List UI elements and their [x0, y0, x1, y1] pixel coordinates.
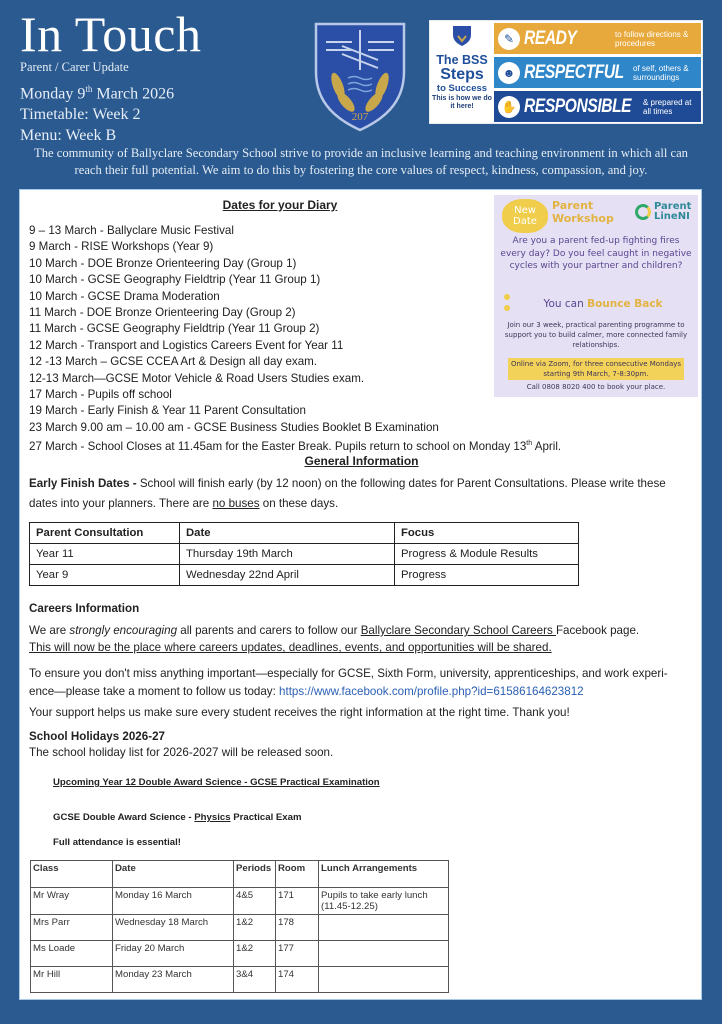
- diary-item: 10 March - DOE Bronze Orienteering Day (Group 1): [29, 256, 297, 270]
- table-row: Year 11 Thursday 19th March Progress & Module Results: [30, 544, 579, 565]
- menu-week: Menu: Week B: [20, 127, 117, 145]
- diary-title: Dates for your Diary: [222, 198, 338, 212]
- content-panel: [19, 189, 702, 1000]
- school-crest-icon: [312, 20, 408, 132]
- diary-item: 11 March - GCSE Geography Fieldtrip (Year 11 Group 2): [29, 322, 320, 336]
- diary-item: 27 March - School Closes at 11.45am for the Easter Break. Pupils return to school on Monday 13th April.: [29, 440, 562, 454]
- diary-item: 12-13 March—GCSE Motor Vehicle & Road Users Studies exam.: [29, 371, 365, 385]
- steps-banner-label: The BSS Steps to Success This is how we do it here!: [432, 23, 492, 123]
- bounce-back-line: You can Bounce Back: [543, 298, 663, 310]
- decorative-dots-icon: [504, 294, 512, 316]
- early-finish-paragraph: Early Finish Dates - School will finish early (by 12 noon) on the following dates for Parent Consultations. Please write these dates into your planners. There are no buses on these days.: [29, 477, 666, 510]
- careers-paragraph-1: We are strongly encouraging all parents and carers to follow our Ballyclare Secondary School Careers Facebook page. This will now be the place where careers updates, deadlines, events, and opportunities will be shared.: [29, 624, 640, 654]
- timetable-week: Timetable: Week 2: [20, 106, 141, 124]
- facebook-profile-link[interactable]: https://www.facebook.com/profile.php?id=61586164623812: [279, 685, 584, 698]
- science-exam-table: [30, 860, 449, 993]
- steps-to-success-banner: [429, 20, 703, 124]
- science-heading: Upcoming Year 12 Double Award Science - GCSE Practical Examination: [53, 777, 380, 788]
- workshop-description: Join our 3 week, practical parenting programme to support you to build calmer, more connected family relationships.: [504, 321, 688, 349]
- table-header-row: Class Date Periods Room Lunch Arrangements: [31, 861, 449, 888]
- mini-crest-icon: [452, 25, 472, 47]
- holidays-text: The school holiday list for 2026-2027 will be released soon.: [29, 746, 334, 759]
- general-info-title: General Information: [304, 454, 419, 468]
- table-row: Mrs Parr Wednesday 18 March 1&2 178: [31, 915, 449, 941]
- careers-facebook-link[interactable]: Ballyclare Secondary School Careers: [360, 624, 556, 637]
- people-icon: ☻: [498, 62, 520, 84]
- careers-paragraph-2: To ensure you don't miss anything important—especially for GCSE, Sixth Form, university, apprenticeships, and work experi-ence—please take a moment to follow us today: https://www.facebook.com/profile.php?id=61586164623812: [29, 667, 668, 698]
- diary-item: 17 March - Pupils off school: [29, 388, 172, 402]
- diary-item: 10 March - GCSE Geography Fieldtrip (Year 11 Group 1): [29, 273, 321, 287]
- step-ready: ✎ READY to follow directions & procedures: [494, 23, 701, 54]
- mission-statement: The community of Ballyclare Secondary School strive to provide an inclusive learning and teaching environment in which all can reach their full potential. We aim to do this by fostering the core values of respect, kindness, compassion, and joy.: [34, 146, 688, 177]
- step-respectful: ☻ RESPECTFUL of self, others & surroundings: [494, 57, 701, 88]
- diary-item: 11 March - DOE Bronze Orienteering Day (Group 2): [29, 306, 296, 320]
- newsletter-title: In Touch: [20, 6, 202, 62]
- table-row: Mr Wray Monday 16 March 4&5 171 Pupils to take early lunch (11.45-12.25): [31, 888, 449, 915]
- diary-item: 12 -13 March – GCSE CCEA Art & Design all day exam.: [29, 355, 318, 369]
- careers-paragraph-3: Your support helps us make sure every student receives the right information at the right time. Thank you!: [29, 706, 570, 719]
- workshop-questions: Are you a parent fed-up fighting fires every day? Do you feel caught in negative cycles with your partner and children?: [500, 236, 692, 271]
- careers-title: Careers Information: [29, 602, 140, 615]
- parent-workshop-flyer: [494, 195, 698, 397]
- issue-meta: [20, 79, 202, 146]
- parentline-ring-icon: [635, 204, 651, 220]
- science-subheading: GCSE Double Award Science - Physics Practical Exam: [53, 812, 302, 823]
- attendance-note: Full attendance is essential!: [53, 837, 181, 848]
- diary-item: 19 March - Early Finish & Year 11 Parent Consultation: [29, 404, 306, 418]
- newsletter-subtitle: Parent / Carer Update: [20, 60, 129, 74]
- workshop-phone: Call 0808 8020 400 to book your place.: [526, 383, 666, 391]
- issue-date: Monday 9th March 2026: [20, 84, 175, 103]
- diary-item: 10 March - GCSE Drama Moderation: [29, 289, 220, 303]
- holidays-title: School Holidays 2026-27: [29, 730, 165, 743]
- masthead: [20, 8, 202, 146]
- parent-consultation-table: [29, 522, 579, 586]
- table-row: Mr Hill Monday 23 March 3&4 174: [31, 967, 449, 993]
- diary-item: 9 March - RISE Workshops (Year 9): [29, 240, 214, 254]
- diary-item: 23 March 9.00 am – 10.00 am - GCSE Business Studies Booklet B Examination: [29, 420, 439, 434]
- parentline-logo: Parent LineNI: [635, 202, 692, 222]
- hand-icon: ✋: [498, 96, 520, 118]
- person-desk-icon: ✎: [498, 28, 520, 50]
- table-header-row: Parent Consultation Date Focus: [30, 523, 579, 544]
- diary-item: 12 March - Transport and Logistics Careers Event for Year 11: [29, 338, 344, 352]
- svg-text:207: 207: [351, 111, 369, 123]
- table-row: Year 9 Wednesday 22nd April Progress: [30, 565, 579, 586]
- workshop-schedule: Online via Zoom, for three consecutive Mondays starting 9th March, 7-8:30pm.: [508, 358, 684, 380]
- new-date-badge: New Date: [502, 199, 548, 233]
- workshop-title: Parent Workshop: [552, 199, 614, 225]
- step-responsible: ✋ RESPONSIBLE & prepared at all times: [494, 91, 701, 122]
- diary-item: 9 – 13 March - Ballyclare Music Festival: [29, 224, 234, 237]
- table-row: Ms Loade Friday 20 March 1&2 177: [31, 941, 449, 967]
